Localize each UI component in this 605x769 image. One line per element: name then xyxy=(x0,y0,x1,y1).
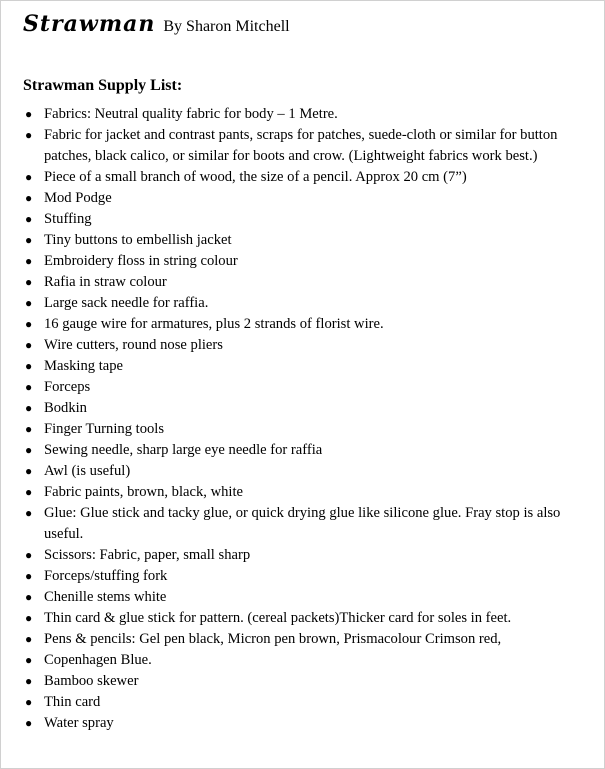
list-item xyxy=(23,419,583,440)
list-item xyxy=(23,692,583,713)
supply-list xyxy=(23,104,583,734)
list-item-text: Fabric paints, brown, black, white xyxy=(44,484,243,500)
list-item xyxy=(23,587,583,608)
list-item-text: Finger Turning tools xyxy=(44,421,165,437)
list-item-text: Masking tape xyxy=(44,358,124,374)
list-item xyxy=(23,398,583,419)
list-item xyxy=(23,377,583,398)
bullet-icon: ● xyxy=(25,569,33,583)
list-item-text: Scissors: Fabric, paper, small sharp xyxy=(44,547,251,563)
list-item-text: Tiny buttons to embellish jacket xyxy=(44,232,232,248)
list-item xyxy=(23,125,583,167)
list-item xyxy=(23,293,583,314)
list-item-text: Bodkin xyxy=(44,400,87,416)
list-item xyxy=(23,566,583,587)
bullet-icon: ● xyxy=(25,548,33,562)
bullet-icon: ● xyxy=(25,464,33,478)
list-item xyxy=(23,209,583,230)
bullet-icon: ● xyxy=(25,485,33,499)
title-logo: Strawman xyxy=(23,11,156,37)
list-item-text: Wire cutters, round nose pliers xyxy=(44,337,223,353)
bullet-icon: ● xyxy=(25,191,33,205)
list-item xyxy=(23,314,583,335)
list-item xyxy=(23,104,583,125)
bullet-icon: ● xyxy=(25,401,33,415)
bullet-icon: ● xyxy=(25,212,33,226)
list-item xyxy=(23,671,583,692)
list-item-text: Rafia in straw colour xyxy=(44,274,167,290)
bullet-icon: ● xyxy=(25,170,33,184)
list-item xyxy=(23,461,583,482)
bullet-icon: ● xyxy=(25,275,33,289)
list-item xyxy=(23,440,583,461)
bullet-icon: ● xyxy=(25,233,33,247)
bullet-icon: ● xyxy=(25,422,33,436)
bullet-icon: ● xyxy=(25,296,33,310)
bullet-icon: ● xyxy=(25,359,33,373)
bullet-icon: ● xyxy=(25,380,33,394)
bullet-icon: ● xyxy=(25,632,33,646)
list-item xyxy=(23,629,583,650)
list-item xyxy=(23,272,583,293)
list-item-text: Bamboo skewer xyxy=(44,673,139,689)
list-item xyxy=(23,482,583,503)
list-item-text: Piece of a small branch of wood, the size of a pencil. Approx 20 cm (7”) xyxy=(44,169,467,185)
list-item-text: Stuffing xyxy=(44,211,92,227)
bullet-icon: ● xyxy=(25,128,33,142)
list-item xyxy=(23,713,583,734)
author-byline: By Sharon Mitchell xyxy=(163,18,290,35)
bullet-icon: ● xyxy=(25,716,33,730)
list-item-text: 16 gauge wire for armatures, plus 2 strands of florist wire. xyxy=(44,316,384,332)
list-item-text: Embroidery floss in string colour xyxy=(44,253,238,269)
bullet-icon: ● xyxy=(25,317,33,331)
list-item-text: Forceps xyxy=(44,379,91,395)
list-item xyxy=(23,167,583,188)
list-item-text: Fabric for jacket and contrast pants, scraps for patches, suede-cloth or similar for button patches, black calico, or similar for boots and crow. (Lightweight fabrics work best.) xyxy=(44,127,558,164)
list-item xyxy=(23,503,583,545)
list-item-text: Sewing needle, sharp large eye needle for raffia xyxy=(44,442,323,458)
list-item xyxy=(23,335,583,356)
bullet-icon: ● xyxy=(25,338,33,352)
list-item-text: Water spray xyxy=(44,715,114,731)
list-item-text: Mod Podge xyxy=(44,190,112,206)
list-item xyxy=(23,545,583,566)
bullet-icon: ● xyxy=(25,611,33,625)
bullet-icon: ● xyxy=(25,254,33,268)
bullet-icon: ● xyxy=(25,695,33,709)
bullet-icon: ● xyxy=(25,653,33,667)
list-item-text: Large sack needle for raffia. xyxy=(44,295,209,311)
supply-list-heading: Strawman Supply List: xyxy=(23,77,183,94)
list-item-text: Chenille stems white xyxy=(44,589,167,605)
list-item-text: Thin card & glue stick for pattern. (cereal packets)Thicker card for soles in feet. xyxy=(44,610,512,626)
list-item-text: Pens & pencils: Gel pen black, Micron pen brown, Prismacolour Crimson red, xyxy=(44,631,502,647)
document-header xyxy=(23,11,290,37)
bullet-icon: ● xyxy=(25,107,33,121)
list-item-text: Fabrics: Neutral quality fabric for body – 1 Metre. xyxy=(44,106,338,122)
bullet-icon: ● xyxy=(25,590,33,604)
bullet-icon: ● xyxy=(25,506,33,520)
list-item xyxy=(23,230,583,251)
bullet-icon: ● xyxy=(25,674,33,688)
list-item-text: Forceps/stuffing fork xyxy=(44,568,168,584)
bullet-icon: ● xyxy=(25,443,33,457)
list-item xyxy=(23,608,583,629)
list-item xyxy=(23,650,583,671)
list-item xyxy=(23,251,583,272)
list-item-text: Glue: Glue stick and tacky glue, or quick drying glue like silicone glue. Fray stop is also useful. xyxy=(44,505,561,542)
list-item-text: Awl (is useful) xyxy=(44,463,131,479)
list-item-text: Thin card xyxy=(44,694,101,710)
list-item-text: Copenhagen Blue. xyxy=(44,652,152,668)
list-item xyxy=(23,188,583,209)
list-item xyxy=(23,356,583,377)
